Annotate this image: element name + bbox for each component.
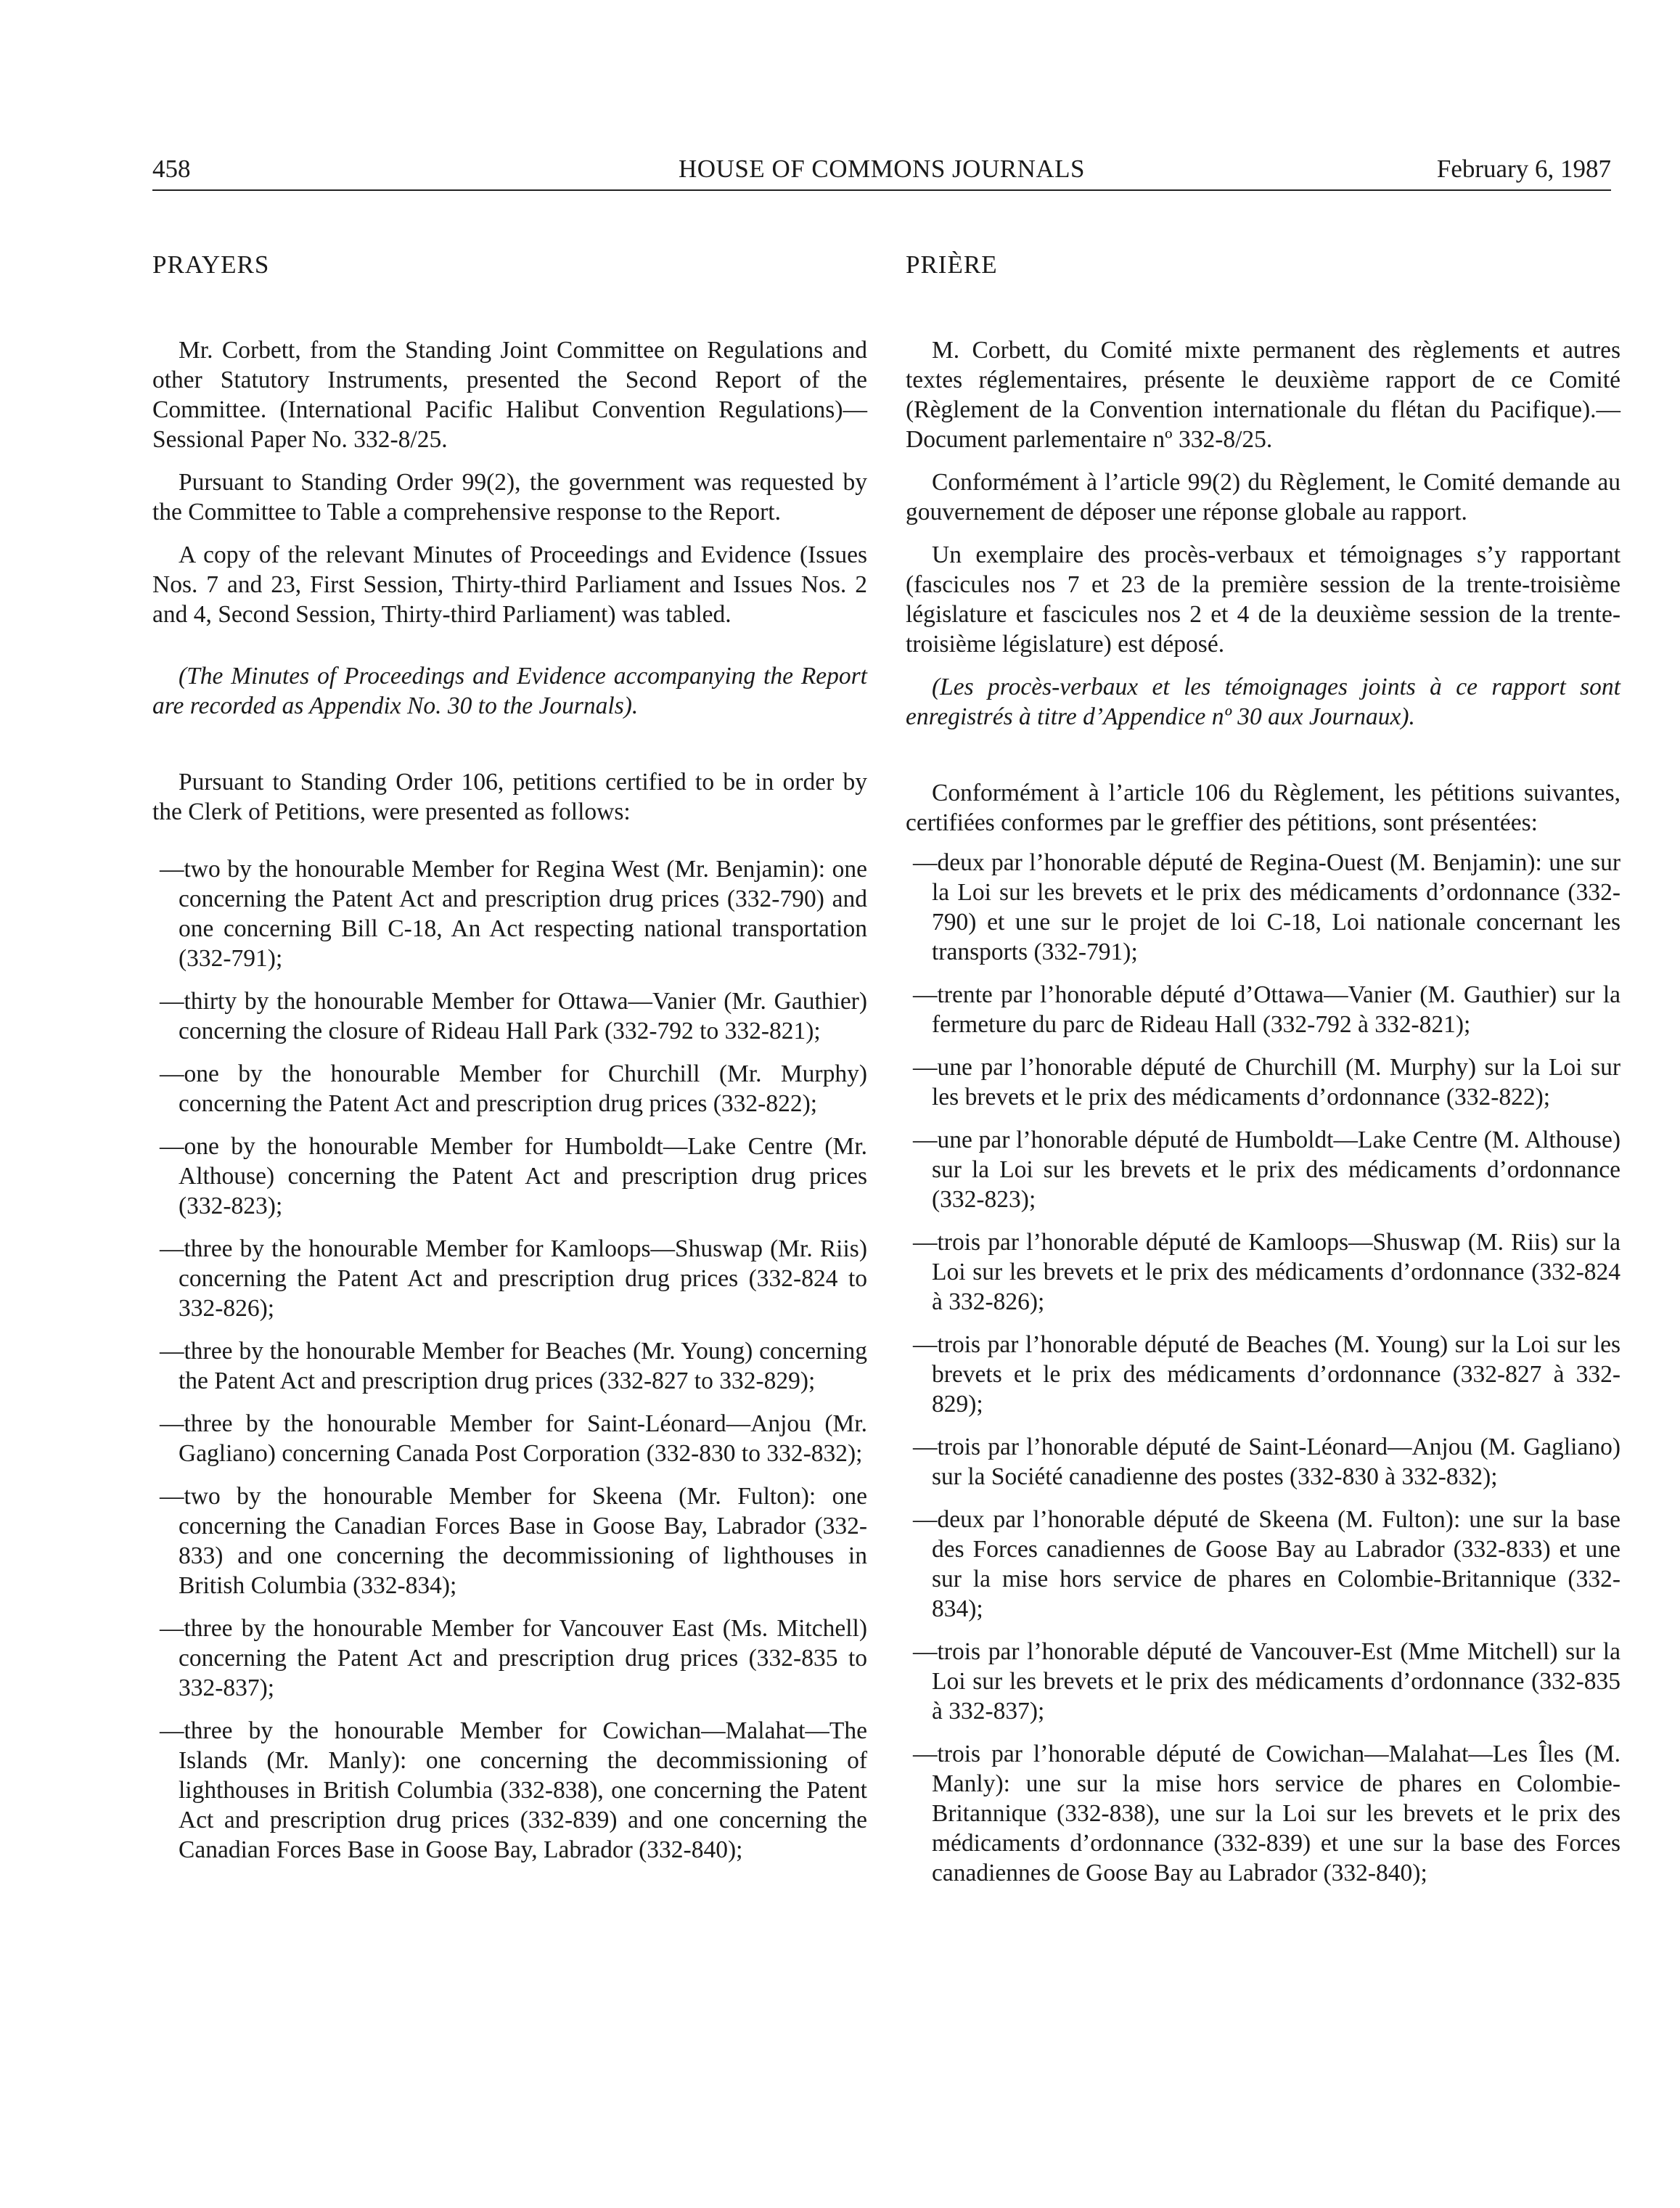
petition-item-fr: —deux par l’honorable député de Skeena (M. Fulton): une sur la base des Forces canadiennes de Goose Bay au Labrador (332-833) et une sur la mise hors service de phares en Colombie-Britannique (332-834); bbox=[913, 1506, 1620, 1622]
journal-title: HOUSE OF COMMONS JOURNALS bbox=[679, 155, 1085, 183]
petition-item-fr: —trois par l’honorable député de Vancouver-Est (Mme Mitchell) sur la Loi sur les brevets et le prix des médicaments d’ordonnance (332-835 à 332-837); bbox=[913, 1638, 1620, 1725]
petition-item: —one by the honourable Member for Humboldt—Lake Centre (Mr. Althouse) concerning the Patent Act and prescription drug prices (332-823); bbox=[160, 1133, 867, 1219]
petition-item: —three by the honourable Member for Beaches (Mr. Young) concerning the Patent Act and prescription drug prices (332-827 to 332-829); bbox=[160, 1338, 867, 1394]
petition-item-fr: —trente par l’honorable député d’Ottawa—Vanier (M. Gauthier) sur la fermeture du parc de Rideau Hall (332-792 à 332-821); bbox=[913, 981, 1620, 1038]
minutes-tabled-paragraph: A copy of the relevant Minutes of Proceedings and Evidence (Issues Nos. 7 and 23, First Session, Thirty-third Parliament and Issues Nos. 2 and 4, Second Session, Thirty-third Parliament) was tabled. bbox=[152, 541, 867, 628]
petition-item-fr: —trois par l’honorable député de Kamloops—Shuswap (M. Riis) sur la Loi sur les brevets et le prix des médicaments d’ordonnance (332-824 à 332-826); bbox=[913, 1229, 1620, 1315]
petition-item: —two by the honourable Member for Regina West (Mr. Benjamin): one concerning the Patent Act and prescription drug prices (332-790) and one concerning Bill C-18, An Act respecting national transportation (332-791); bbox=[160, 856, 867, 972]
petition-item: —thirty by the honourable Member for Ottawa—Vanier (Mr. Gauthier) concerning the closure of Rideau Hall Park (332-792 to 332-821); bbox=[160, 988, 867, 1044]
petition-item: —three by the honourable Member for Kamloops—Shuswap (Mr. Riis) concerning the Patent Act and prescription drug prices (332-824 to 332-826); bbox=[160, 1235, 867, 1322]
page-number: 458 bbox=[152, 155, 191, 183]
french-column bbox=[906, 247, 1620, 1888]
appendix-note-fr: (Les procès-verbaux et les témoignages joints à ce rapport sont enregistrés à titre d’Appendice nº 30 aux Journaux). bbox=[906, 674, 1620, 730]
minutes-tabled-paragraph-fr: Un exemplaire des procès-verbaux et témoignages s’y rapportant (fascicules nos 7 et 23 de la première session de la trente-troisième législature et fascicules nos 2 et 4 de la deuxième session de la trente-troisième législature) est déposé. bbox=[906, 541, 1620, 658]
journal-date: February 6, 1987 bbox=[1436, 155, 1611, 183]
petitions-intro-fr: Conformément à l’article 106 du Règlement, les pétitions suivantes, certifiées conformes par le greffier des pétitions, sont présentées: bbox=[906, 780, 1620, 836]
petition-item-fr: —trois par l’honorable député de Saint-Léonard—Anjou (M. Gagliano) sur la Société canadienne des postes (332-830 à 332-832); bbox=[913, 1434, 1620, 1490]
petition-item: —three by the honourable Member for Saint-Léonard—Anjou (Mr. Gagliano) concerning Canada Post Corporation (332-830 to 332-832); bbox=[160, 1410, 867, 1467]
petition-item: —one by the honourable Member for Churchill (Mr. Murphy) concerning the Patent Act and prescription drug prices (332-822); bbox=[160, 1060, 867, 1117]
page-header bbox=[152, 149, 1611, 191]
section-heading-priere: PRIÈRE bbox=[906, 250, 998, 279]
petition-item-fr: —trois par l’honorable député de Cowichan—Malahat—Les Îles (M. Manly): une sur la mise hors service de phares en Colombie-Britannique (332-838), une sur la Loi sur les brevets et le prix des médicaments d’ordonnance (332-839) et une sur la base des Forces canadiennes de Goose Bay au Labrador (332-840); bbox=[913, 1741, 1620, 1886]
petition-item-fr: —une par l’honorable député de Churchill (M. Murphy) sur la Loi sur les brevets et le prix des médicaments d’ordonnance (332-822); bbox=[913, 1054, 1620, 1111]
response-request-paragraph: Pursuant to Standing Order 99(2), the government was requested by the Committee to Table a comprehensive response to the Report. bbox=[152, 469, 867, 526]
petition-item: —three by the honourable Member for Vancouver East (Ms. Mitchell) concerning the Patent Act and prescription drug prices (332-835 to 332-837); bbox=[160, 1615, 867, 1701]
response-request-paragraph-fr: Conformément à l’article 99(2) du Règlement, le Comité demande au gouvernement de déposer une réponse globale au rapport. bbox=[906, 469, 1620, 526]
section-heading-prayers: PRAYERS bbox=[152, 250, 270, 279]
appendix-note: (The Minutes of Proceedings and Evidence accompanying the Report are recorded as Appendix No. 30 to the Journals). bbox=[152, 663, 867, 719]
petition-item-fr: —une par l’honorable député de Humboldt—Lake Centre (M. Althouse) sur la Loi sur les brevets et le prix des médicaments d’ordonnance (332-823); bbox=[913, 1127, 1620, 1213]
committee-report-paragraph-fr: M. Corbett, du Comité mixte permanent des règlements et autres textes réglementaires, présente le deuxième rapport de ce Comité (Règlement de la Convention internationale du flétan du Pacifique).—Document parlementaire nº 332-8/25. bbox=[906, 337, 1620, 453]
petition-item: —three by the honourable Member for Cowichan—Malahat—The Islands (Mr. Manly): one concerning the decommissioning of lighthouses in British Columbia (332-838), one concerning the Patent Act and prescription drug prices (332-839) and one concerning the Canadian Forces Base in Goose Bay, Labrador (332-840); bbox=[160, 1717, 867, 1863]
petitions-intro: Pursuant to Standing Order 106, petitions certified to be in order by the Clerk of Petitions, were presented as follows: bbox=[152, 769, 867, 825]
petition-item-fr: —trois par l’honorable député de Beaches (M. Young) sur la Loi sur les brevets et le prix des médicaments d’ordonnance (332-827 à 332-829); bbox=[913, 1331, 1620, 1418]
petition-item-fr: —deux par l’honorable député de Regina-Ouest (M. Benjamin): une sur la Loi sur les brevets et le prix des médicaments d’ordonnance (332-790) et une sur le projet de loi C-18, Loi nationale concernant les transports (332-791); bbox=[913, 849, 1620, 965]
english-column bbox=[152, 247, 867, 1865]
petition-item: —two by the honourable Member for Skeena (Mr. Fulton): one concerning the Canadian Forces Base in Goose Bay, Labrador (332-833) and one concerning the decommissioning of lighthouses in British Columbia (332-834); bbox=[160, 1483, 867, 1599]
committee-report-paragraph: Mr. Corbett, from the Standing Joint Committee on Regulations and other Statutory Instruments, presented the Second Report of the Committee. (International Pacific Halibut Convention Regulations)—Sessional Paper No. 332-8/25. bbox=[152, 337, 867, 453]
